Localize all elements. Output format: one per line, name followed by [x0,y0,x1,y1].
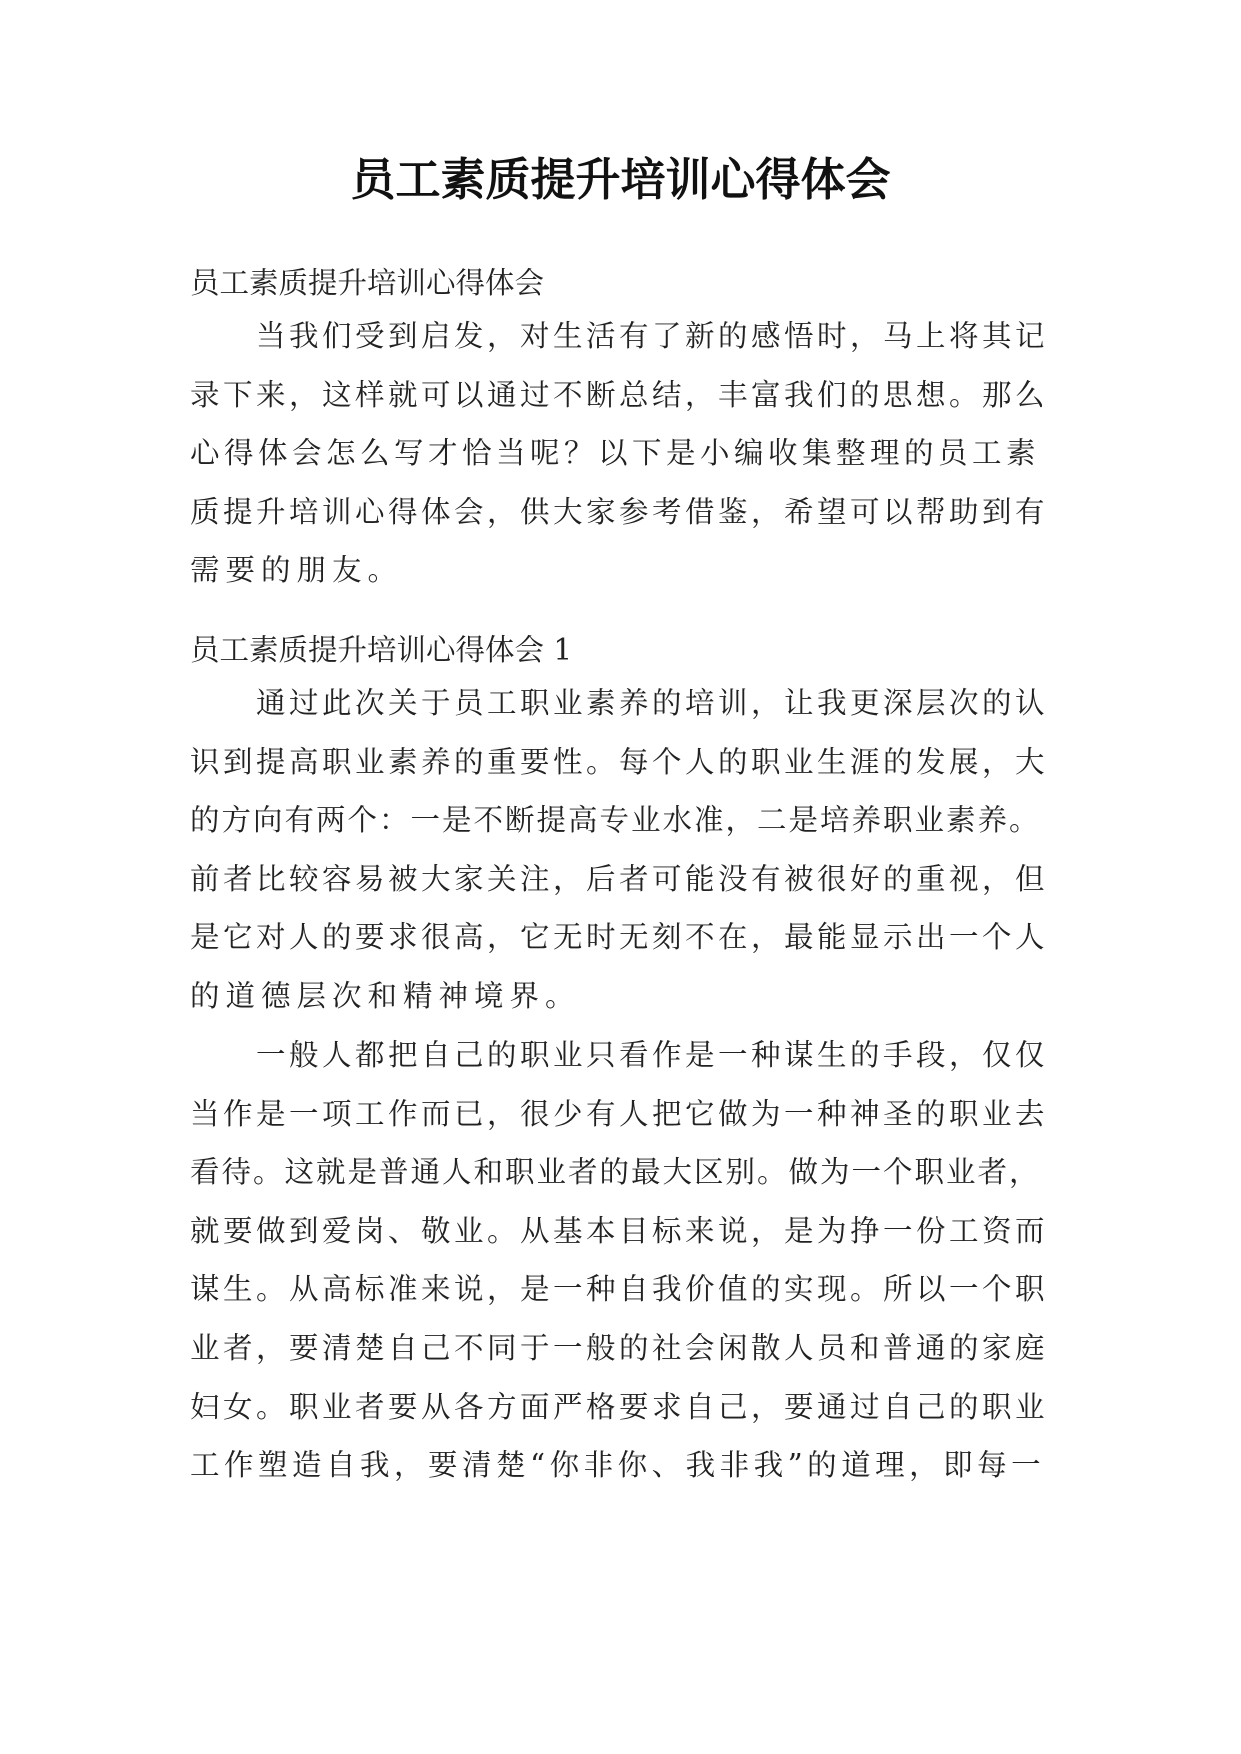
paragraph-line: 当作是一项工作而已，很少有人把它做为一种神圣的职业去 [190,1096,1049,1131]
paragraph-line: 妇女。职业者要从各方面严格要求自己，要通过自己的职业 [190,1389,1049,1424]
paragraph-line: 当我们受到启发，对生活有了新的感悟时，马上将其记 [256,319,1049,353]
paragraph-line: 前者比较容易被大家关注，后者可能没有被很好的重视，但 [190,861,1049,896]
paragraph-line: 工作塑造自我，要清楚“你非你、我非我”的道理，即每一 [190,1448,1046,1483]
intro-heading: 员工素质提升培训心得体会 [190,266,545,300]
paragraph-line: 识到提高职业素养的重要性。每个人的职业生涯的发展，大 [190,744,1049,779]
section-heading: 员工素质提升培训心得体会 1 [190,633,573,667]
paragraph-line: 质提升培训心得体会，供大家参考借鉴，希望可以帮助到有 [190,494,1049,529]
paragraph-line: 一般人都把自己的职业只看作是一种谋生的手段，仅仅 [256,1038,1049,1072]
document-title: 员工素质提升培训心得体会 [350,153,891,206]
section1-paragraph-2 [190,1026,1050,1495]
paragraph-line: 谋生。从高标准来说，是一种自我价值的实现。所以一个职 [190,1272,1049,1307]
paragraph-line: 通过此次关于员工职业素养的培训，让我更深层次的认 [256,686,1049,720]
paragraph-line: 的道德层次和精神境界。 [190,978,581,1013]
paragraph-line: 心得体会怎么写才恰当呢？以下是小编收集整理的员工素 [190,436,1041,471]
paragraph-line: 就要做到爱岗、敬业。从基本目标来说，是为挣一份工资而 [190,1213,1049,1248]
section1-paragraph-1 [190,674,1050,1026]
paragraph-line: 看待。这就是普通人和职业者的最大区别。做为一个职业者， [190,1155,1041,1190]
paragraph-line: 业者，要清楚自己不同于一般的社会闲散人员和普通的家庭 [190,1330,1049,1365]
paragraph-line: 需要的朋友。 [190,553,404,588]
intro-paragraph [190,307,1050,600]
paragraph-line: 录下来，这样就可以通过不断总结，丰富我们的思想。那么 [190,377,1049,412]
paragraph-line: 的方向有两个：一是不断提高专业水准，二是培养职业素养。 [190,803,1041,838]
paragraph-line: 是它对人的要求很高，它无时无刻不在，最能显示出一个人 [190,920,1049,955]
